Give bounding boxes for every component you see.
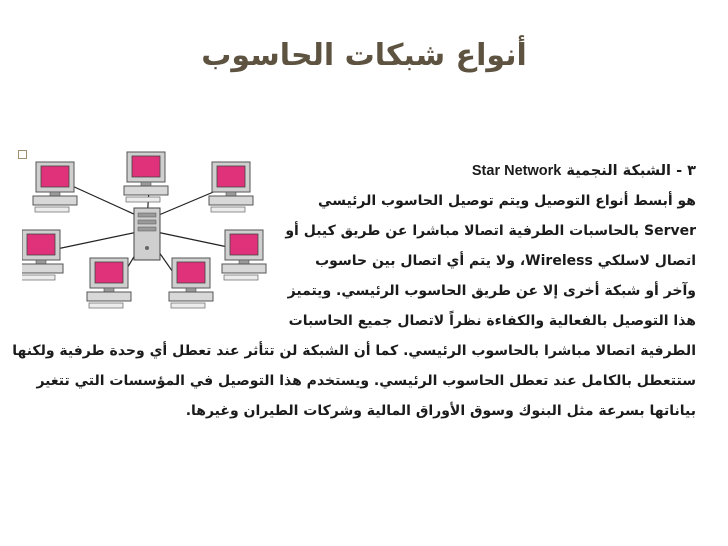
paragraph-line: ستتعطل بالكامل عند تعطل الحاسوب الرئيسي. ويستخدم هذا التوصيل في المؤسسات التي تتغير	[36, 373, 696, 389]
paragraph-line: بياناتها بسرعة مثل البنوك وسوق الأوراق المالية وشركات الطيران وغيرها.	[185, 403, 696, 419]
section-heading-ar: الشبكة النجمية	[566, 163, 671, 179]
paragraph-line: وآخر أو شبكة أخرى إلا عن طريق الحاسوب الرئيسي. ويتميز	[287, 283, 696, 299]
paragraph-line: هو أبسط أنواع التوصيل ويتم توصيل الحاسوب الرئيسي	[318, 193, 696, 209]
section-heading-en: Star Network	[471, 163, 562, 179]
paragraph-line: هذا التوصيل بالفعالية والكفاءة نظراً لاتصال جميع الحاسبات	[288, 313, 696, 329]
paragraph-line: الطرفية اتصالا مباشرا بالحاسوب الرئيسي. كما أن الشبكة لن تتأثر عند تعطل أي وحدة طرفية ولكنها	[12, 343, 696, 359]
paragraph-line: اتصال لاسلكي Wireless، ولا يتم أي اتصال بين حاسوب	[315, 253, 696, 269]
slide-title: أنواع شبكات الحاسوب	[201, 38, 527, 73]
paragraph-line: Server بالحاسبات الطرفية اتصالا مباشرا عن طريق كيبل أو	[285, 223, 696, 239]
section-heading	[254, 156, 696, 186]
section-number: ٣ -	[676, 163, 696, 179]
content-block	[12, 156, 696, 426]
